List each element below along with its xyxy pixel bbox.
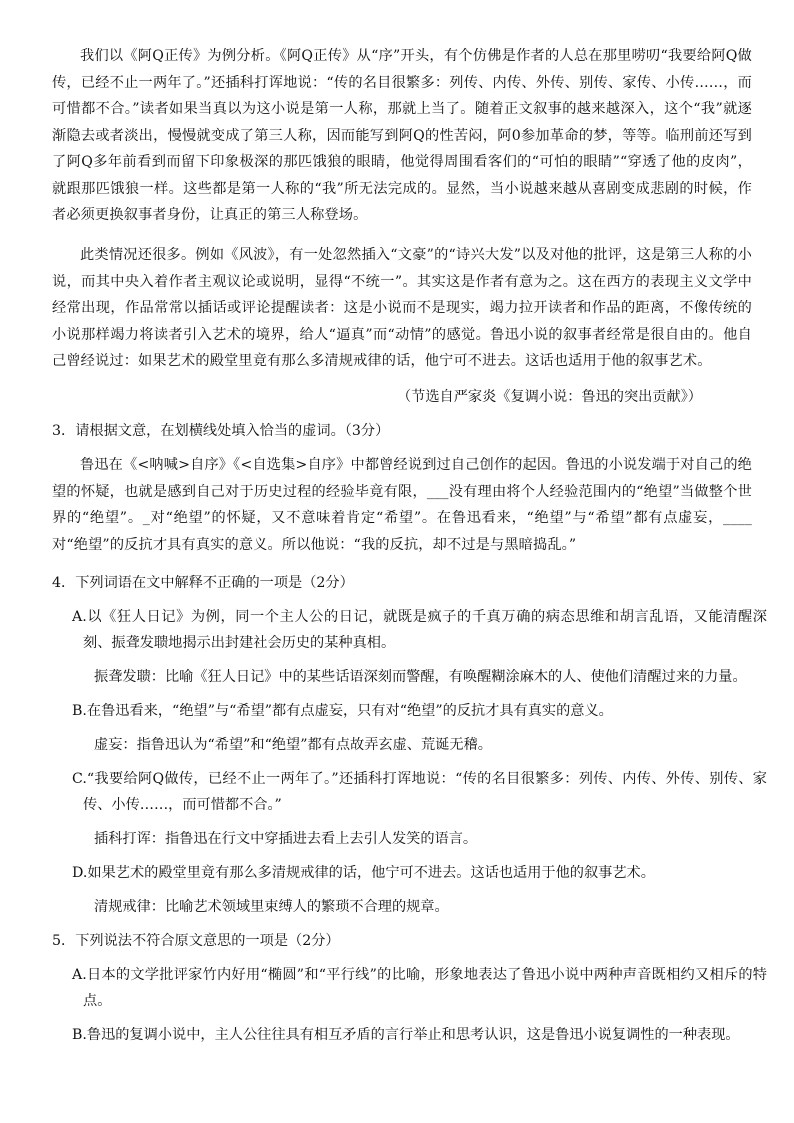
question-3-body: 鲁迅在《<呐喊>自序》《<自选集>自序》中都曾经说到过自己创作的起因。鲁迅的小说发端于对自己的绝望的怀疑，也就是感到自己对于历史过程的经验毕竟有限，___没有理由将个人经验范围内的“绝望”当做整个世界的“绝望”。_对“绝望”的怀疑，又不意味着肯定“希望”。在鲁迅看来，“绝望”与“希望”都有点虚妄，____对“绝望”的反抗才具有真实的意义。所以他说：“我的反抗，却不过是与黑暗捣乱。” (52, 457, 752, 553)
question-3-title: 3．请根据文意，在划横线处填入恰当的虚词。（3分） (52, 423, 390, 439)
question-4-option-b: B.在鲁迅看来，“绝望”与“希望”都有点虚妄，只有对“绝望”的反抗才具有真实的意义。 (72, 703, 613, 719)
question-4-option-b-explanation: 虚妄：指鲁迅认为“希望”和“绝望”都有点故弄玄虚、荒诞无稽。 (94, 737, 492, 753)
question-4-option-c-explanation: 插科打诨：指鲁迅在行文中穿插进去看上去引人发笑的语言。 (94, 831, 478, 847)
question-4-option-c: C.“我要给阿Q做传，已经不止一两年了。”还插科打诨地说：“传的名目很繁多：列传、内传、外传、别传、家传、小传……，而可惜都不合。” (72, 771, 767, 813)
passage-paragraph-2: 此类情况还很多。例如《风波》，有一处忽然插入“文豪”的“诗兴大发”以及对他的批评，这是第三人称的小说，而其中央入着作者主观议论或说明，显得“不统一”。其实这是作者有意为之。这在西方的表现主义文学中经常出现，作品常常以插话或评论提醒读者：这是小说而不是现实，竭力拉开读者和作品的距离，不像传统的小说那样竭力将读者引入艺术的境界，给人“逼真”而“动情”的感觉。鲁迅小说的叙事者经常是很自由的。他自己曾经说过：如果艺术的殿堂里竟有那么多清规戒律的话，他宁可不进去。这话也适用于他的叙事艺术。 (52, 247, 752, 369)
source-citation: （节选自严家炎《复调小说：鲁迅的突出贡献》） (396, 389, 702, 405)
question-4-title: 4．下列词语在文中解释不正确的一项是（2分） (52, 575, 354, 591)
question-4-option-a-explanation: 振聋发聩：比喻《狂人日记》中的某些话语深刻而警醒，有唤醒糊涂麻木的人、使他们清醒过来的力量。 (94, 669, 747, 685)
question-4-option-d-explanation: 清规戒律：比喻艺术领域里束缚人的繁琐不合理的规章。 (94, 899, 449, 915)
question-5-option-b: B.鲁迅的复调小说中，主人公往往具有相互矛盾的言行举止和思考认识，这是鲁迅小说复调性的一种表现。 (72, 1027, 740, 1043)
question-5-option-a: A.日本的文学批评家竹内好用“椭圆”和“平行线”的比喻，形象地表达了鲁迅小说中两种声音既相约又相斥的特点。 (72, 967, 767, 1009)
question-4-option-d: D.如果艺术的殿堂里竟有那么多清规戒律的话，他宁可不进去。这话也适用于他的叙事艺术。 (72, 865, 655, 881)
question-5-title: 5．下列说法不符合原文意思的一项是（2分） (52, 933, 340, 949)
question-4-option-a: A.以《狂人日记》为例，同一个主人公的日记，就既是疯子的千真万确的病态思维和胡言乱语，又能清醒深刻、振聋发聩地揭示出封建社会历史的某种真相。 (72, 609, 767, 651)
passage-paragraph-1: 我们以《阿Q正传》为例分析。《阿Q正传》从“序”开头，有个仿佛是作者的人总在那里唠叨“我要给阿Q做传，已经不止一两年了。”还插科打诨地说：“传的名目很繁多：列传、内传、外传、别传、家传、小传……，而可惜都不合。”读者如果当真以为这小说是第一人称，那就上当了。随着正文叙事的越来越深入，这个“我”就逐渐隐去或者淡出，慢慢就变成了第三人称，因而能写到阿Q的性苦闷，阿0参加革命的梦，等等。临刑前还写到了阿Q多年前看到而留下印象极深的那匹饿狼的眼睛，他觉得周围看客们的“可怕的眼睛”“穿透了他的皮肉”，就跟那匹饿狼一样。这些都是第一人称的“我”所无法完成的。显然，当小说越来越从喜剧变成悲剧的时候，作者必须更换叙事者身份，让真正的第三人称登场。 (52, 48, 752, 223)
